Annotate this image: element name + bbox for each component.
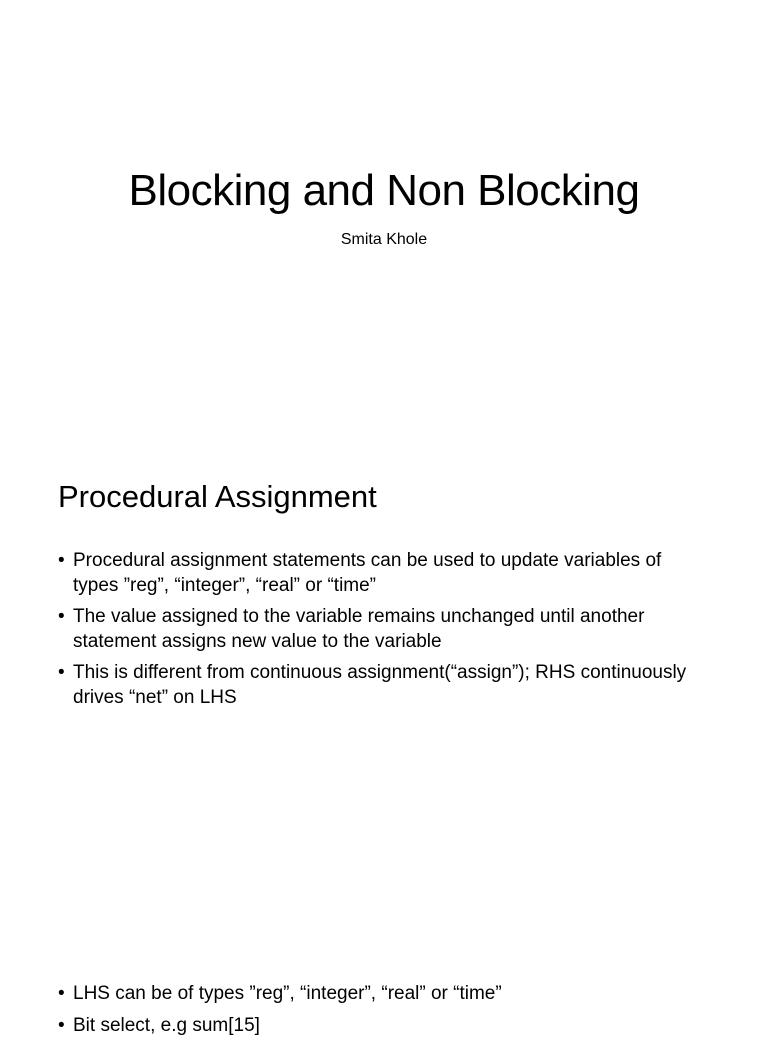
presentation-title: Blocking and Non Blocking [128,166,640,215]
slide-title: Procedural Assignment [58,479,377,514]
author-name: Smita Khole [340,231,428,248]
bullet-item [58,549,698,598]
bullet-icon: • [58,550,65,571]
bullet-text: The value assigned to the variable remains unchanged until another statement assigns new value to the variable [73,606,645,652]
bullet-icon: • [58,1014,65,1036]
bullet-text: Procedural assignment statements can be used to update variables of types ”reg”, “integer”, “real” or “time” [73,550,662,596]
bullet-item [58,605,698,654]
bullet-text: This is different from continuous assignment(“assign”); RHS continuously drives “net” on LHS [73,662,687,708]
bullet-item [58,661,698,710]
bullet-text: LHS can be of types ”reg”, “integer”, “real” or “time” [73,983,502,1004]
bullet-item [58,982,698,1007]
procedural-assignment-slide [0,432,768,864]
bullet-text: Bit select, e.g sum[15] [73,1014,260,1036]
bullet-list [58,982,698,1045]
lhs-types-slide [0,864,768,1036]
bullet-list [58,549,698,717]
bullet-item [58,1014,698,1039]
title-slide [0,0,768,432]
bullet-icon: • [58,606,65,627]
bullet-icon: • [58,662,65,683]
bullet-icon: • [58,983,65,1004]
